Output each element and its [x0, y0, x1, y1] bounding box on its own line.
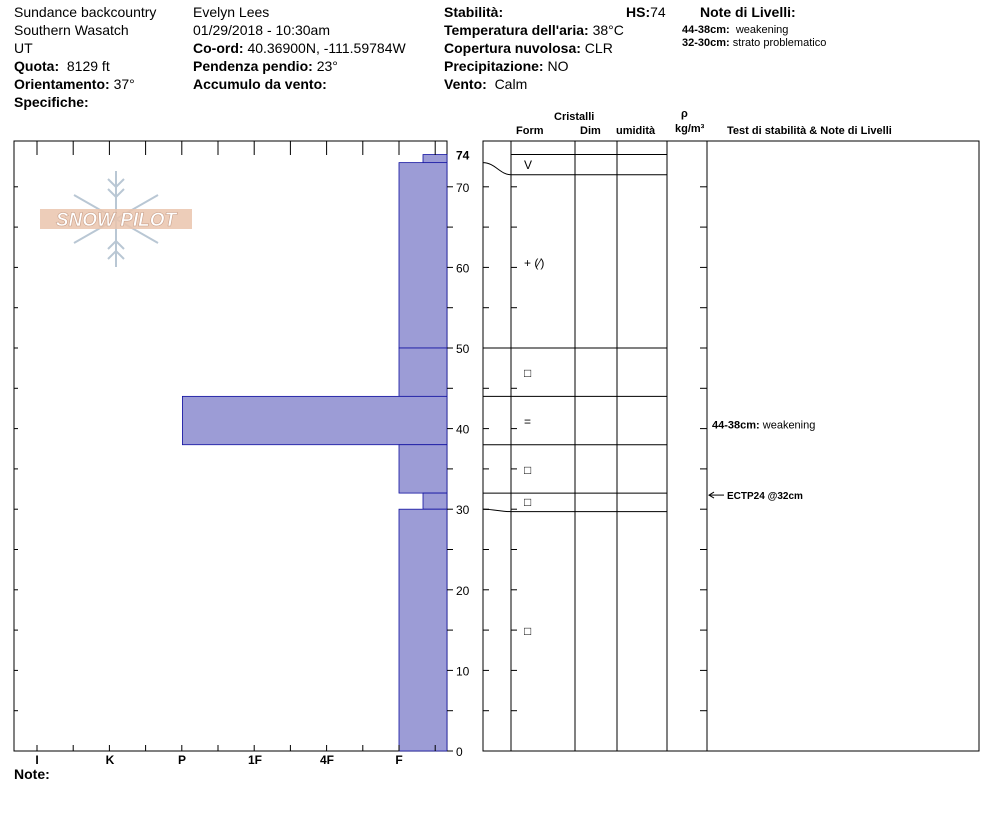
depth-label-0: 0 [456, 745, 463, 759]
hardness-bar-2 [399, 348, 447, 396]
layer-table-ticks [483, 187, 707, 751]
layer-note-1-range: 44-38cm: [682, 24, 730, 36]
wind-value: Calm [494, 76, 528, 92]
hardness-bar-1 [399, 163, 447, 348]
layer-note-row-0 [712, 420, 815, 432]
grain-form-4: □ [524, 462, 532, 477]
layer-note-2-text: strato problematico [732, 37, 827, 49]
layer-notes-title: Note di Livelli: [700, 4, 796, 20]
stability-label: Stabilità: [444, 4, 504, 20]
hardness-bar-5 [423, 493, 447, 509]
footer-note-label: Note: [14, 766, 50, 782]
grain-form-5: □ [524, 495, 532, 510]
stability-tests [709, 491, 803, 502]
hardness-bar-3 [182, 396, 447, 444]
elevation-label: Quota: [14, 58, 60, 74]
stability-notes-header: Test di stabilità & Note di Livelli [727, 125, 892, 137]
depth-label-30: 30 [456, 503, 470, 518]
slope-angle-label: Pendenza pendio: [193, 58, 313, 74]
air-temperature-value: 38°C [592, 22, 624, 38]
hardness-label-1F: 1F [247, 753, 263, 767]
wind-label: Vento: [444, 76, 487, 92]
aspect-label: Orientamento: [14, 76, 110, 92]
crystals-header: Cristalli [554, 111, 595, 123]
state-name: UT [14, 40, 33, 56]
hardness-axis [35, 141, 435, 767]
density-unit: kg/m³ [675, 123, 705, 135]
layer-note-1-text: weakening [735, 24, 789, 36]
grain-forms [524, 158, 544, 638]
wind-loading-label: Accumulo da vento: [193, 76, 327, 92]
observation-datetime: 01/29/2018 - 10:30am [193, 22, 330, 38]
layer-note-row-range: 44-38cm: [712, 419, 760, 432]
coordinates-label: Co-ord: [193, 40, 244, 56]
specifics-label: Specifiche: [14, 94, 89, 110]
hardness-bars [182, 155, 447, 751]
hardness-label-K: K [105, 753, 115, 767]
layer-note-row-text: weakening [759, 419, 816, 432]
density-symbol: ρ [681, 108, 688, 120]
layer-notes [712, 420, 815, 432]
precipitation-label: Precipitazione: [444, 58, 544, 74]
elevation-value: 8129 ft [66, 58, 110, 74]
depth-label-40: 40 [456, 422, 470, 437]
grain-form-1: + (⁄) [524, 255, 545, 270]
hardness-plot-frame [14, 141, 447, 751]
hardness-bar-6 [399, 509, 447, 751]
stability-test-0: ECTP24 @32cm [727, 491, 803, 503]
range-name: Southern Wasatch [14, 22, 129, 38]
coordinates-value: 40.36900N, -111.59784W [247, 40, 406, 56]
size-header: Dim [580, 125, 601, 137]
boundary-connector-0 [483, 163, 511, 175]
cloud-cover-label: Copertura nuvolosa: [444, 40, 581, 56]
depth-label-50: 50 [456, 342, 470, 356]
moisture-header: umidità [616, 125, 656, 137]
form-header: Form [516, 125, 544, 137]
layer-table-frame [483, 141, 979, 751]
depth-label-20: 20 [456, 583, 470, 598]
hardness-label-P: P [177, 753, 187, 767]
hardness-bar-4 [399, 445, 447, 493]
snow-height-value: 74 [650, 4, 666, 20]
depth-label-10: 10 [456, 664, 470, 679]
air-temperature-label: Temperatura dell'aria: [444, 22, 589, 38]
location-name: Sundance backcountry [14, 4, 157, 20]
grain-form-0: V [524, 158, 533, 173]
hardness-label-F: F [395, 753, 403, 767]
hardness-label-I: I [35, 753, 39, 767]
snow-height-label: HS: [626, 4, 651, 20]
grain-form-2: □ [524, 366, 532, 381]
logo-text: SNOW PILOT [55, 210, 177, 231]
cloud-cover-value: CLR [584, 40, 613, 56]
slope-angle-value: 23° [316, 58, 338, 74]
depth-label-60: 60 [456, 261, 470, 276]
hardness-label-4F: 4F [319, 753, 335, 767]
aspect-value: 37° [113, 76, 135, 92]
depth-label-70: 70 [456, 180, 470, 195]
grain-form-3: = [524, 414, 532, 429]
precipitation-value: NO [547, 58, 569, 74]
grain-form-6: □ [524, 624, 532, 639]
depth-label-top: 74 [456, 148, 470, 163]
observer-name: Evelyn Lees [193, 4, 270, 20]
layer-note-2-range: 32-30cm: [682, 37, 730, 49]
